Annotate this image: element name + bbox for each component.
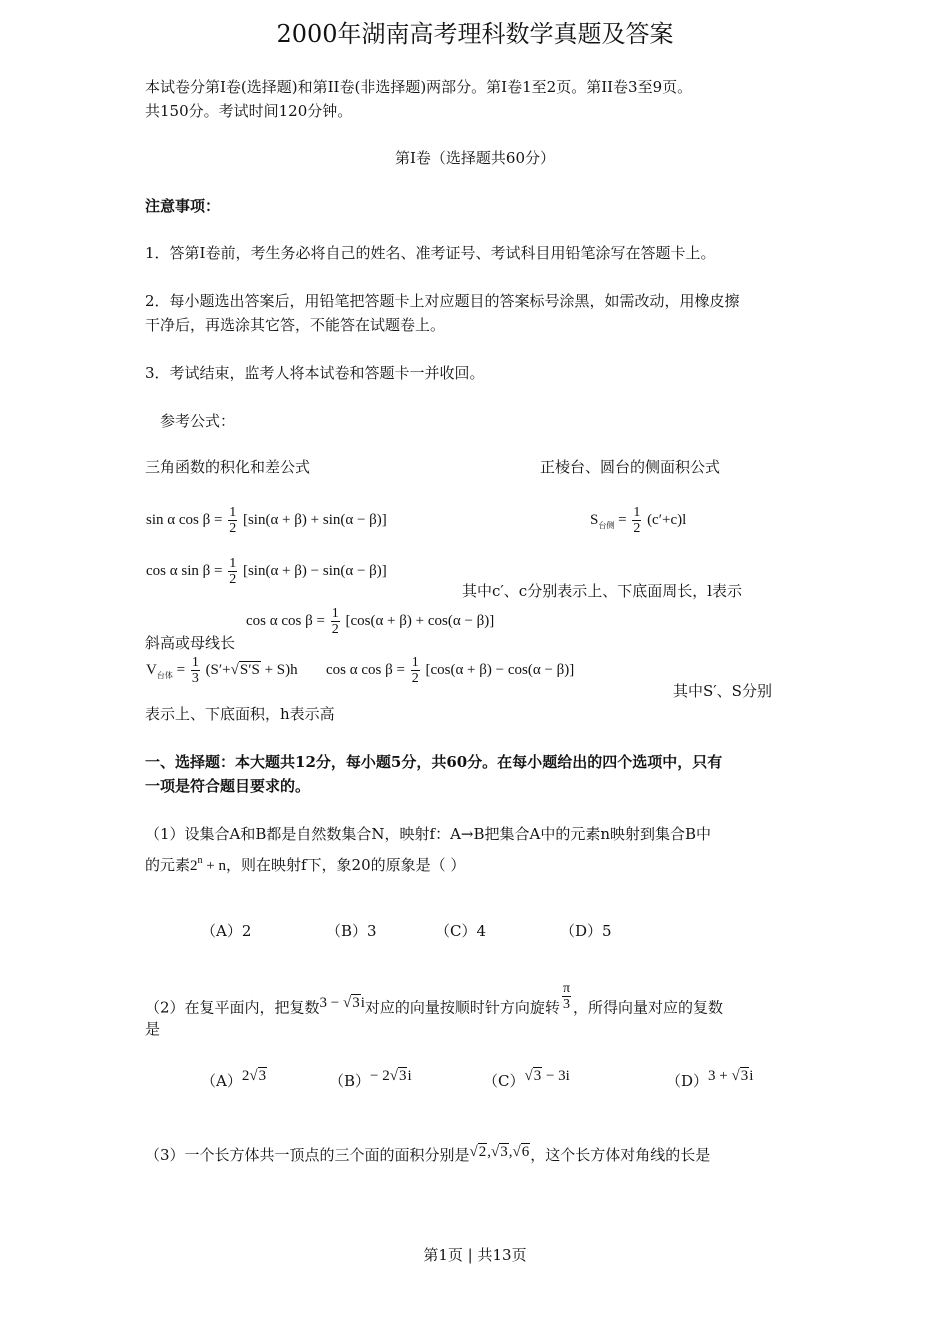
page-footer: 第1页 | 共13页	[423, 1246, 527, 1264]
frustum-area-note-2: 斜高或母线长	[145, 634, 236, 652]
q2-line-2: 是	[145, 1020, 161, 1038]
note-item-2-line-2: 干净后，再选涂其它答，不能答在试题卷上。	[145, 316, 446, 334]
volume-note-1: 其中S′、S分别	[673, 682, 772, 700]
frustum-area-heading: 正棱台、圆台的侧面积公式	[540, 458, 721, 476]
formula-cos-sin: cos α sin β = $\frac{1}{2}$ [sin(α + β) − sin(α − β)]	[146, 556, 387, 587]
q3-face-areas: √2,√3,√6	[469, 1144, 530, 1160]
q2-line-1: （2）在复平面内，把复数3 − √3i对应的向量按顺时针方向旋转 $\frac{\pi}{3}$ ，所得向量对应的复数	[145, 981, 724, 1017]
formulas-heading: 参考公式：	[160, 412, 236, 430]
q1-line-2: 的元素$2^n + n$，则在映射f下，象20的原象是（ ）	[145, 855, 466, 874]
part1-heading-line-2: 一项是符合题目要求的。	[145, 777, 311, 795]
q2-option-d: （D）3 + √3i	[666, 1068, 754, 1090]
formula-frustum-volume: $V_{台体}$ = $\frac{1}{3}$ (S′+√S′S + S)h	[146, 655, 298, 686]
q2-complex-number: 3 − √3i	[319, 994, 365, 1011]
q3-line-1: （3）一个长方体共一顶点的三个面的面积分别是√2,√3,√6，这个长方体对角线的长是	[145, 1144, 711, 1164]
q1-option-d: （D）5	[560, 922, 612, 940]
q1-option-a: （A）2	[201, 922, 252, 940]
q2-option-b: （B）− 2√3i	[329, 1068, 412, 1090]
q1-expression: $2^n + n$	[190, 855, 226, 874]
formula-frustum-lateral-area: $S_{台侧}$ = $\frac{1}{2}$ (c′+c)l	[590, 505, 687, 536]
intro-line-2: 共150分。考试时间120分钟。	[145, 102, 353, 120]
notes-heading: 注意事项：	[145, 197, 221, 215]
frustum-area-note-1: 其中c′、c分别表示上、下底面周长，l表示	[462, 582, 743, 600]
section-heading: 第Ⅰ卷（选择题共60分）	[394, 149, 555, 167]
intro-line-1: 本试卷分第Ⅰ卷(选择题)和第II卷(非选择题)两部分。第Ⅰ卷1至2页。第II卷3至9页。	[145, 78, 693, 96]
q2-option-c: （C）√3 − 3i	[483, 1068, 570, 1090]
q1-option-b: （B）3	[326, 922, 377, 940]
q1-option-c: （C）4	[435, 922, 487, 940]
note-item-2-line-1: 2．每小题选出答案后，用铅笔把答题卡上对应题目的答案标号涂黑，如需改动，用橡皮擦	[145, 292, 740, 310]
q1-line-1: （1）设集合A和B都是自然数集合N，映射f：A→B把集合A中的元素n映射到集合B中	[145, 825, 712, 843]
formula-cos-cos-sum: cos α cos β = $\frac{1}{2}$ [cos(α + β) + cos(α − β)]	[246, 606, 495, 637]
document-title: 2000年湖南高考理科数学真题及答案	[276, 20, 674, 48]
part1-heading-line-1: 一、选择题：本大题共12分，每小题5分，共60分。在每小题给出的四个选项中，只有	[145, 753, 723, 771]
formula-sin-cos: sin α cos β = $\frac{1}{2}$ [sin(α + β) + sin(α − β)]	[146, 505, 387, 536]
note-item-1: 1．答第Ⅰ卷前，考生务必将自己的姓名、准考证号、考试科目用铅笔涂写在答题卡上。	[145, 244, 716, 262]
q2-angle: $\frac{\pi}{3}$	[562, 981, 571, 1012]
note-item-3: 3．考试结束，监考人将本试卷和答题卡一并收回。	[145, 364, 485, 382]
trig-formulas-heading: 三角函数的积化和差公式	[145, 458, 311, 476]
formula-cos-cos-diff: cos α cos β = $\frac{1}{2}$ [cos(α + β) − cos(α − β)]	[326, 655, 575, 686]
volume-note-2: 表示上、下底面积，h表示高	[145, 705, 335, 723]
q2-option-a: （A）2√3	[201, 1068, 267, 1090]
